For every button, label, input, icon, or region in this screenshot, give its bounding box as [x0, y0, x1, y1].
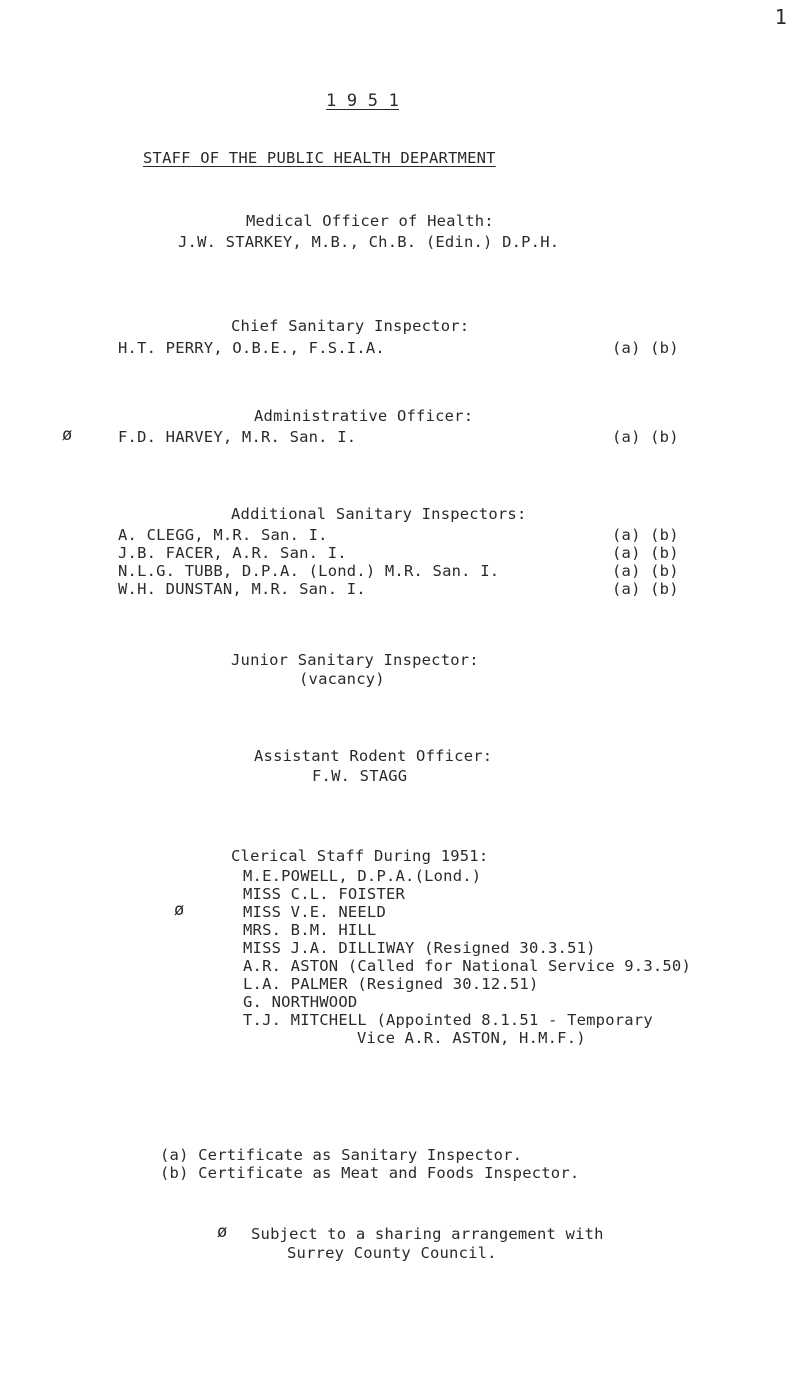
junior-inspector-vacancy: (vacancy): [299, 670, 385, 688]
clerical-heading: Clerical Staff During 1951:: [231, 847, 489, 865]
clerical-line: Vice A.R. ASTON, H.M.F.): [357, 1029, 586, 1047]
clerical-line: MISS V.E. NEELD: [243, 903, 386, 921]
inspector-row-certs: (a) (b): [612, 580, 679, 598]
chief-inspector-name: H.T. PERRY, O.B.E., F.S.I.A.: [118, 339, 385, 357]
medical-officer-name: J.W. STARKEY, M.B., Ch.B. (Edin.) D.P.H.: [178, 233, 560, 251]
document-year: 1 9 5 1: [326, 91, 400, 111]
inspector-row: W.H. DUNSTAN, M.R. San. I.: [118, 580, 366, 598]
rodent-officer-heading: Assistant Rodent Officer:: [254, 747, 493, 765]
document-title: STAFF OF THE PUBLIC HEALTH DEPARTMENT: [143, 149, 496, 167]
clerical-line: T.J. MITCHELL (Appointed 8.1.51 - Temporary: [243, 1011, 653, 1029]
clerical-line: A.R. ASTON (Called for National Service 9.3.50): [243, 957, 691, 975]
note-b: (b) Certificate as Meat and Foods Inspector.: [160, 1164, 580, 1182]
clerical-mark: ø: [174, 900, 185, 920]
note-a: (a) Certificate as Sanitary Inspector.: [160, 1146, 523, 1164]
medical-officer-heading: Medical Officer of Health:: [246, 212, 494, 230]
inspector-row-certs: (a) (b): [612, 544, 679, 562]
chief-inspector-heading: Chief Sanitary Inspector:: [231, 317, 470, 335]
additional-inspectors-heading: Additional Sanitary Inspectors:: [231, 505, 527, 523]
admin-officer-certs: (a) (b): [612, 428, 679, 446]
admin-officer-mark: ø: [62, 425, 73, 445]
inspector-row-certs: (a) (b): [612, 562, 679, 580]
clerical-line: MISS J.A. DILLIWAY (Resigned 30.3.51): [243, 939, 596, 957]
sharing-note-line-2: Surrey County Council.: [287, 1244, 497, 1262]
clerical-line: L.A. PALMER (Resigned 30.12.51): [243, 975, 539, 993]
sharing-note-line-1: Subject to a sharing arrangement with: [251, 1225, 604, 1243]
rodent-officer-name: F.W. STAGG: [312, 767, 408, 785]
clerical-line: M.E.POWELL, D.P.A.(Lond.): [243, 867, 482, 885]
junior-inspector-heading: Junior Sanitary Inspector:: [231, 651, 479, 669]
inspector-row: J.B. FACER, A.R. San. I.: [118, 544, 347, 562]
admin-officer-name: F.D. HARVEY, M.R. San. I.: [118, 428, 357, 446]
inspector-row-certs: (a) (b): [612, 526, 679, 544]
inspector-row: A. CLEGG, M.R. San. I.: [118, 526, 328, 544]
admin-officer-heading: Administrative Officer:: [254, 407, 474, 425]
sharing-mark: ø: [217, 1222, 228, 1242]
clerical-line: MRS. B.M. HILL: [243, 921, 377, 939]
clerical-line: MISS C.L. FOISTER: [243, 885, 406, 903]
inspector-row: N.L.G. TUBB, D.P.A. (Lond.) M.R. San. I.: [118, 562, 500, 580]
clerical-line: G. NORTHWOOD: [243, 993, 358, 1011]
page-number: 1: [774, 5, 787, 29]
chief-inspector-certs: (a) (b): [612, 339, 679, 357]
